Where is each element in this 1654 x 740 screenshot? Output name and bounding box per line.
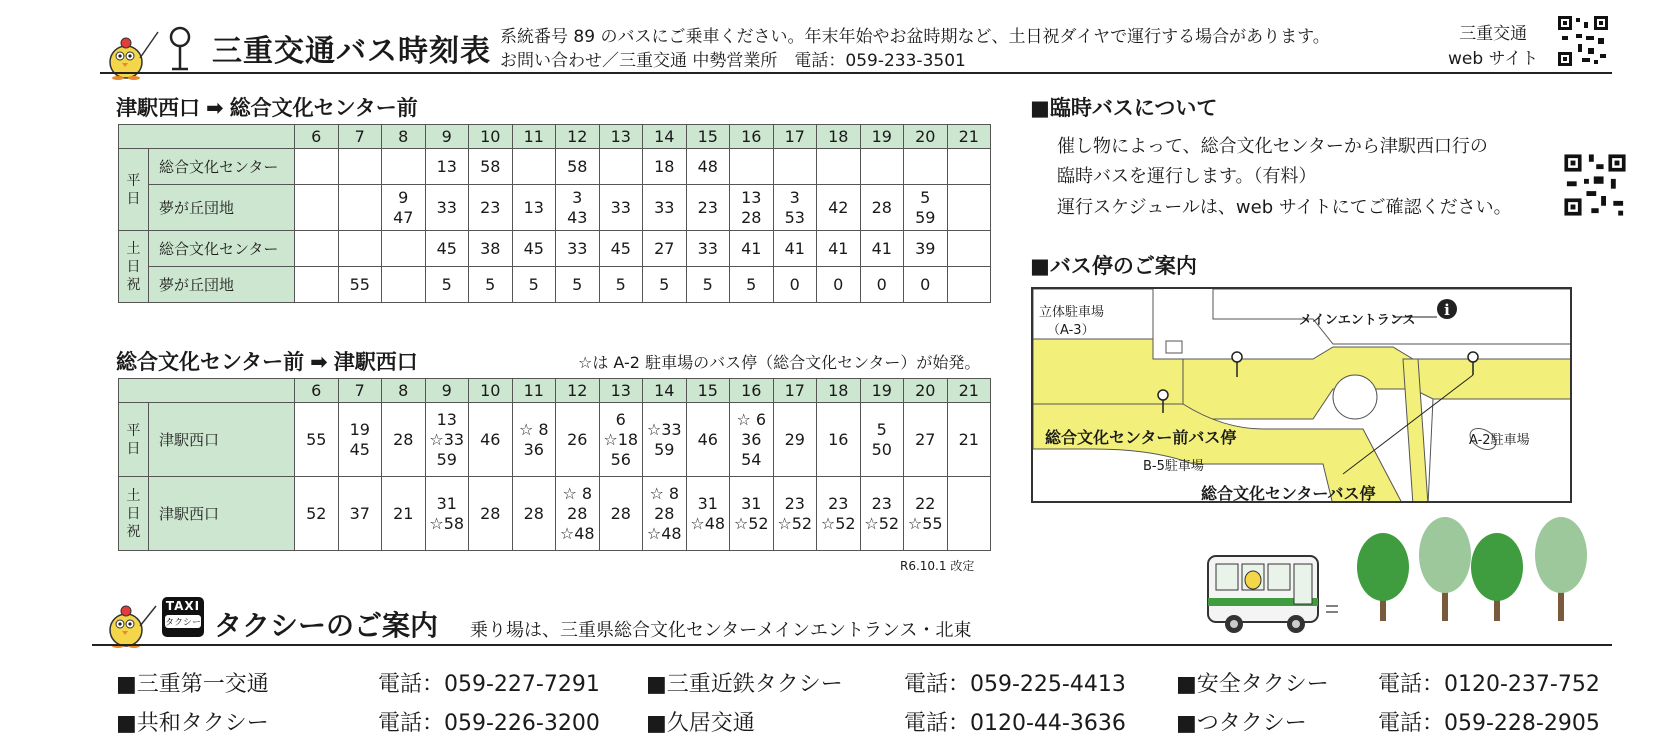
timetable-cell: 28 — [860, 185, 904, 231]
timetable-cell — [947, 267, 991, 303]
hour-header: 10 — [469, 125, 513, 149]
timetable-cell: 23 ☆52 — [860, 477, 904, 551]
hour-header: 18 — [817, 379, 861, 403]
hour-header: 19 — [860, 379, 904, 403]
map-label-parking-a3: 立体駐車場 — [1039, 305, 1105, 320]
timetable-cell — [338, 149, 382, 185]
map-label-stop-center: 総合文化センターバス停 — [1201, 484, 1376, 503]
timetable-cell: 23 — [469, 185, 513, 231]
timetable-cell: 5 — [643, 267, 687, 303]
notice-text: 系統番号 89 のバスにご乗車ください。年末年始やお盆時期など、土日祝ダイヤで運行する場合があります。 — [500, 27, 1330, 47]
page-title: 三重交通バス時刻表 — [212, 34, 491, 69]
holiday-label: 土 日 祝 — [119, 231, 149, 303]
taxi-company-name: ■共和タクシー — [116, 711, 269, 736]
timetable-cell — [295, 149, 339, 185]
timetable-cell: 13 ☆33 59 — [425, 403, 469, 477]
timetable-cell: 5 — [556, 267, 600, 303]
timetable-cell: 0 — [904, 267, 948, 303]
timetable-cell: 5 — [469, 267, 513, 303]
timetable-cell — [295, 267, 339, 303]
rinji-heading: ■臨時バスについて — [1030, 96, 1218, 120]
timetable-cell: 5 — [599, 267, 643, 303]
map-label-parking-b5: B-5駐車場 — [1143, 459, 1204, 474]
timetable-cell: 5 50 — [860, 403, 904, 477]
timetable-cell: 33 — [686, 231, 730, 267]
timetable-cell — [295, 185, 339, 231]
timetable-cell: ☆ 8 36 — [512, 403, 556, 477]
stop-name: 夢が丘団地 — [149, 267, 295, 303]
table-row — [119, 267, 991, 303]
stop-name: 津駅西口 — [149, 477, 295, 551]
timetable-cell — [382, 267, 426, 303]
hour-header: 6 — [295, 125, 339, 149]
map-label-stop-front: 総合文化センター前バス停 — [1045, 428, 1237, 447]
taxi-company-tel[interactable]: 電話：059-228-2905 — [1378, 711, 1600, 736]
taxi-company-name: ■三重第一交通 — [116, 672, 269, 697]
hour-header: 20 — [904, 379, 948, 403]
timetable-cell: 48 — [686, 149, 730, 185]
timetable-cell — [382, 149, 426, 185]
timetable-cell: 0 — [773, 267, 817, 303]
timetable-cell: 5 — [686, 267, 730, 303]
revision-date: R6.10.1 改定 — [900, 559, 975, 573]
timetable-cell: 58 — [469, 149, 513, 185]
timetable-cell: ☆33 59 — [643, 403, 687, 477]
timetable-cell — [904, 149, 948, 185]
table-row — [119, 231, 991, 267]
timetable-cell: 37 — [338, 477, 382, 551]
timetable-cell: 13 28 — [730, 185, 774, 231]
stop-name: 総合文化センター — [149, 231, 295, 267]
timetable-cell: 41 — [773, 231, 817, 267]
taxi-company-tel[interactable]: 電話：0120-44-3636 — [904, 711, 1126, 736]
taxi-company-tel[interactable]: 電話：059-226-3200 — [378, 711, 600, 736]
timetable-cell: 9 47 — [382, 185, 426, 231]
timetable-cell — [860, 149, 904, 185]
route2-title: 総合文化センター前 ➡ 津駅西口 — [116, 350, 418, 374]
timetable-cell: 0 — [860, 267, 904, 303]
timetable-cell: 41 — [817, 231, 861, 267]
hour-header: 9 — [425, 379, 469, 403]
hour-header: 21 — [947, 379, 991, 403]
timetable-cell — [512, 149, 556, 185]
timetable-cell — [730, 149, 774, 185]
timetable-cell: 33 — [643, 185, 687, 231]
timetable-cell: ☆ 6 36 54 — [730, 403, 774, 477]
route2-note: ☆は A-2 駐車場のバス停（総合文化センター）が始発。 — [578, 353, 981, 372]
bus-stop-icon — [168, 26, 192, 72]
table-row — [119, 185, 991, 231]
timetable-cell: 5 — [730, 267, 774, 303]
timetable-cell: 31 ☆58 — [425, 477, 469, 551]
timetable-cell: ☆ 8 28 ☆48 — [643, 477, 687, 551]
timetable-cell: 46 — [469, 403, 513, 477]
route1-title: 津駅西口 ➡ 総合文化センター前 — [116, 96, 418, 120]
timetable-cell: 13 — [425, 149, 469, 185]
timetable-route1 — [118, 124, 991, 303]
timetable-cell: 42 — [817, 185, 861, 231]
timetable-cell: 19 45 — [338, 403, 382, 477]
timetable-cell: 41 — [860, 231, 904, 267]
hour-header: 6 — [295, 379, 339, 403]
timetable-cell: 21 — [947, 403, 991, 477]
taxi-company-name: ■久居交通 — [646, 711, 755, 736]
map-label-main-entrance: メインエントランス — [1299, 313, 1416, 328]
qr-code-icon[interactable] — [1562, 152, 1628, 218]
contact-text: お問い合わせ／三重交通 中勢営業所 電話：059-233-3501 — [500, 51, 966, 71]
timetable-cell — [599, 149, 643, 185]
hour-header: 10 — [469, 379, 513, 403]
table-row — [119, 403, 991, 477]
timetable-cell: 31 ☆48 — [686, 477, 730, 551]
timetable-cell: 45 — [599, 231, 643, 267]
hour-header: 17 — [773, 379, 817, 403]
rinji-text: 催し物によって、総合文化センターから津駅西口行の — [1057, 136, 1488, 157]
timetable-cell: 27 — [904, 403, 948, 477]
hour-header: 12 — [556, 125, 600, 149]
mascot-icon — [100, 596, 160, 648]
header-divider — [100, 72, 1612, 74]
timetable-cell: 41 — [730, 231, 774, 267]
timetable-cell: 23 ☆52 — [773, 477, 817, 551]
timetable-cell: 16 — [817, 403, 861, 477]
hour-header: 9 — [425, 125, 469, 149]
timetable-cell: 5 — [425, 267, 469, 303]
hour-header: 7 — [338, 125, 382, 149]
timetable-cell: 28 — [469, 477, 513, 551]
timetable-cell — [338, 185, 382, 231]
rinji-text: 運行スケジュールは、web サイトにてご確認ください。 — [1057, 197, 1512, 218]
timetable-cell — [338, 231, 382, 267]
taxi-company-name: ■つタクシー — [1176, 711, 1307, 736]
timetable-cell: 23 ☆52 — [817, 477, 861, 551]
timetable-cell: 33 — [556, 231, 600, 267]
timetable-cell — [817, 149, 861, 185]
timetable-route2 — [118, 378, 991, 551]
bus-stop-map — [1031, 287, 1572, 503]
timetable-cell: 13 — [512, 185, 556, 231]
timetable-cell: 33 — [425, 185, 469, 231]
hour-header: 17 — [773, 125, 817, 149]
qr-code-icon[interactable] — [1556, 14, 1610, 68]
hour-header: 15 — [686, 379, 730, 403]
timetable-cell — [382, 231, 426, 267]
timetable-cell: 46 — [686, 403, 730, 477]
timetable-cell: 28 — [599, 477, 643, 551]
hour-header: 13 — [599, 125, 643, 149]
timetable-cell: 6 ☆18 56 — [599, 403, 643, 477]
timetable-cell: 55 — [338, 267, 382, 303]
hour-header: 18 — [817, 125, 861, 149]
timetable-cell: 33 — [599, 185, 643, 231]
timetable-cell — [947, 477, 991, 551]
taxi-icon: TAXI タクシー — [162, 597, 204, 637]
map-label-parking-a2: A-2駐車場 — [1469, 433, 1530, 448]
timetable-cell: 52 — [295, 477, 339, 551]
hour-header: 14 — [643, 125, 687, 149]
timetable-cell: 45 — [425, 231, 469, 267]
taxi-divider — [92, 644, 1612, 646]
svg-text:i: i — [1444, 301, 1450, 319]
stop-name: 総合文化センター — [149, 149, 295, 185]
weekday-label: 平 日 — [119, 149, 149, 231]
timetable-cell: 22 ☆55 — [904, 477, 948, 551]
timetable-cell: 27 — [643, 231, 687, 267]
hour-header: 14 — [643, 379, 687, 403]
stop-name: 津駅西口 — [149, 403, 295, 477]
timetable-cell: 28 — [512, 477, 556, 551]
rinji-text: 臨時バスを運行します。（有料） — [1057, 166, 1317, 187]
hour-header: 11 — [512, 379, 556, 403]
stop-name: 夢が丘団地 — [149, 185, 295, 231]
trees-illustration-icon — [1356, 515, 1596, 625]
taxi-title: タクシーのご案内 — [214, 609, 439, 642]
taxi-company-tel[interactable]: 電話：0120-237-752 — [1378, 672, 1600, 697]
timetable-cell: 55 — [295, 403, 339, 477]
timetable-cell — [947, 231, 991, 267]
timetable-cell: 5 59 — [904, 185, 948, 231]
taxi-company-tel[interactable]: 電話：059-227-7291 — [378, 672, 600, 697]
timetable-cell: 38 — [469, 231, 513, 267]
hour-header: 8 — [382, 125, 426, 149]
timetable-cell: 31 ☆52 — [730, 477, 774, 551]
hour-header: 16 — [730, 379, 774, 403]
busstop-heading: ■バス停のご案内 — [1030, 254, 1197, 278]
timetable-cell: 18 — [643, 149, 687, 185]
timetable-cell: 3 53 — [773, 185, 817, 231]
website-label: 三重交通 web サイト — [1448, 24, 1539, 69]
timetable-cell: ☆ 8 28 ☆48 — [556, 477, 600, 551]
timetable-cell — [947, 185, 991, 231]
map-label-parking-a3-code: （A-3） — [1047, 323, 1095, 338]
hour-header: 7 — [338, 379, 382, 403]
table-row — [119, 149, 991, 185]
timetable-cell — [295, 231, 339, 267]
timetable-cell: 23 — [686, 185, 730, 231]
timetable-cell: 21 — [382, 477, 426, 551]
hour-header: 19 — [860, 125, 904, 149]
timetable-cell — [773, 149, 817, 185]
hour-header: 8 — [382, 379, 426, 403]
hour-header: 15 — [686, 125, 730, 149]
timetable-cell: 39 — [904, 231, 948, 267]
timetable-cell: 29 — [773, 403, 817, 477]
taxi-company-tel[interactable]: 電話：059-225-4413 — [904, 672, 1126, 697]
timetable-cell: 26 — [556, 403, 600, 477]
timetable-cell: 58 — [556, 149, 600, 185]
hour-header: 13 — [599, 379, 643, 403]
timetable-cell: 0 — [817, 267, 861, 303]
arrow-right-icon: ➡ — [310, 350, 328, 374]
timetable-cell: 3 43 — [556, 185, 600, 231]
timetable-cell — [947, 149, 991, 185]
timetable-cell: 5 — [512, 267, 556, 303]
taxi-company-name: ■安全タクシー — [1176, 672, 1329, 697]
hour-header: 21 — [947, 125, 991, 149]
hour-header: 16 — [730, 125, 774, 149]
taxi-place: 乗り場は、三重県総合文化センターメインエントランス・北東 — [470, 620, 972, 641]
arrow-right-icon: ➡ — [206, 96, 224, 120]
hour-header: 12 — [556, 379, 600, 403]
holiday-label: 土 日 祝 — [119, 477, 149, 551]
hour-header: 11 — [512, 125, 556, 149]
timetable-cell: 28 — [382, 403, 426, 477]
weekday-label: 平 日 — [119, 403, 149, 477]
table-row — [119, 477, 991, 551]
hour-header: 20 — [904, 125, 948, 149]
taxi-company-name: ■三重近鉄タクシー — [646, 672, 843, 697]
bus-illustration-icon — [1204, 550, 1354, 636]
timetable-cell: 45 — [512, 231, 556, 267]
